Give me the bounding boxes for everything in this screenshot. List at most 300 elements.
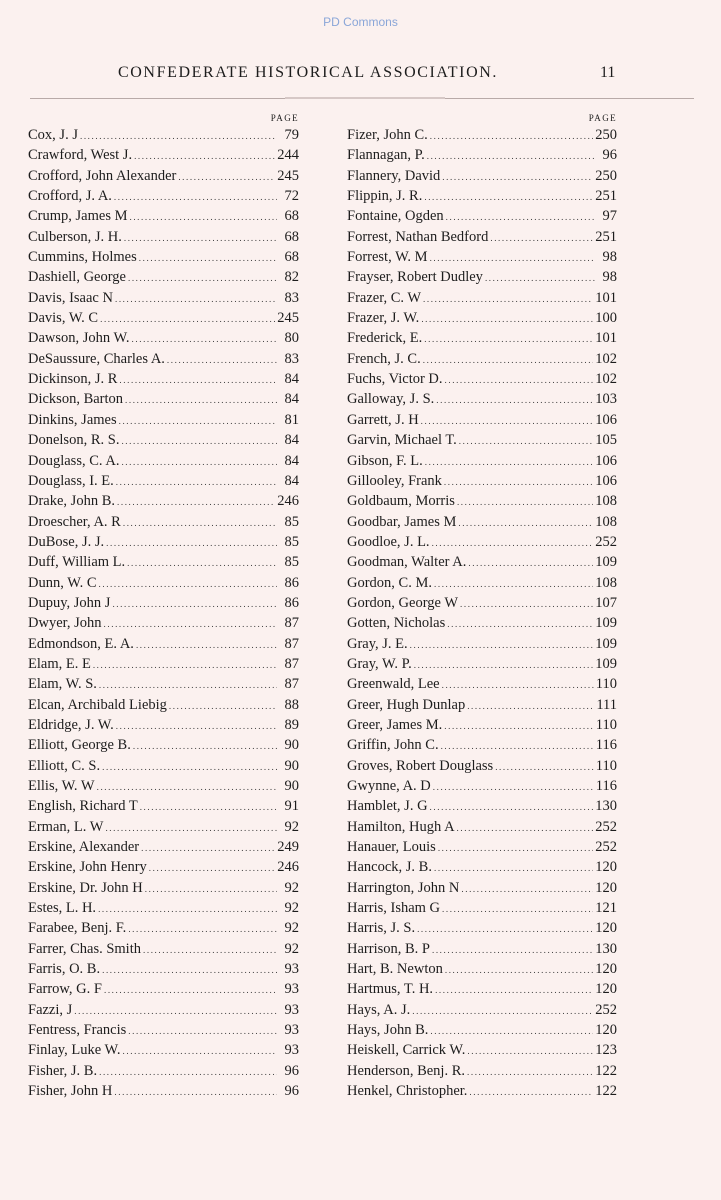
entry-page: 87	[284, 676, 299, 693]
dot-leader	[106, 533, 277, 553]
index-entry	[28, 1061, 299, 1081]
entry-page: 68	[284, 249, 299, 266]
entry-page: 85	[284, 513, 299, 530]
entry-page: 111	[596, 696, 617, 713]
entry-name: Harris, Isham G	[347, 900, 441, 917]
dot-leader	[447, 614, 593, 634]
entry-page: 82	[284, 269, 299, 286]
entry-name: Flannagan, P.	[347, 147, 425, 164]
index-entry	[347, 857, 617, 877]
entry-page: 68	[284, 228, 299, 245]
index-entry	[28, 674, 299, 694]
dot-leader	[121, 452, 277, 472]
index-entry	[347, 959, 617, 979]
dot-leader	[128, 919, 277, 939]
index-entry	[347, 1000, 617, 1020]
entry-name: Davis, W. C	[28, 310, 99, 327]
entry-name: Fuchs, Victor D.	[347, 371, 443, 388]
entry-page: 109	[595, 655, 617, 672]
page-number: 11	[600, 64, 616, 81]
entry-page: 84	[284, 391, 299, 408]
entry-page: 87	[284, 635, 299, 652]
index-entry	[347, 308, 617, 328]
dot-leader	[116, 472, 277, 492]
entry-name: English, Richard T	[28, 798, 138, 815]
entry-name: Hartmus, T. H.	[347, 981, 434, 998]
dot-leader	[134, 146, 275, 166]
index-entry	[28, 491, 299, 511]
entry-page: 252	[595, 533, 617, 550]
entry-page: 252	[595, 839, 617, 856]
dot-leader	[442, 899, 593, 919]
header-rule-accent	[285, 97, 445, 99]
entry-name: Donelson, R. S.	[28, 432, 120, 449]
entry-page: 92	[284, 920, 299, 937]
entry-page: 83	[284, 350, 299, 367]
index-entry	[28, 735, 299, 755]
entry-name: Greer, James M.	[347, 716, 443, 733]
entry-name: Eldridge, J. W.	[28, 716, 114, 733]
dot-leader	[104, 614, 277, 634]
entry-name: Henderson, Benj. R.	[347, 1062, 465, 1079]
index-entry	[347, 247, 617, 267]
entry-name: Drake, John B.	[28, 493, 115, 510]
entry-name: Erman, L. W	[28, 818, 104, 835]
dot-leader	[128, 1021, 277, 1041]
dot-leader	[136, 635, 277, 655]
index-entry	[347, 227, 617, 247]
dot-leader	[169, 696, 277, 716]
dot-leader	[124, 228, 277, 248]
dot-leader	[178, 167, 275, 187]
entry-page: 84	[284, 371, 299, 388]
entry-name: Harrison, B. P	[347, 940, 430, 957]
dot-leader	[99, 675, 277, 695]
entry-page: 102	[595, 350, 617, 367]
entry-page: 107	[595, 594, 617, 611]
dot-leader	[495, 757, 594, 777]
index-entry	[28, 857, 299, 877]
entry-page: 84	[284, 452, 299, 469]
index-entry	[347, 918, 617, 938]
index-entry	[28, 695, 299, 715]
entry-page: 93	[284, 981, 299, 998]
index-entry	[28, 288, 299, 308]
dot-leader	[441, 736, 594, 756]
index-entry	[347, 532, 617, 552]
entry-page: 90	[284, 757, 299, 774]
entry-page: 252	[595, 818, 617, 835]
index-entry	[28, 634, 299, 654]
entry-name: Fentress, Francis	[28, 1022, 127, 1039]
entry-page: 110	[595, 757, 617, 774]
entry-page: 250	[595, 167, 617, 184]
dot-leader	[132, 329, 277, 349]
entry-page: 123	[595, 1042, 617, 1059]
entry-name: Dinkins, James	[28, 411, 117, 428]
index-entry	[347, 695, 617, 715]
entry-name: Elam, E. E	[28, 655, 91, 672]
dot-leader	[442, 675, 594, 695]
index-entry	[347, 349, 617, 369]
index-column-right	[347, 112, 617, 1102]
entry-page: 120	[595, 920, 617, 937]
entry-name: Gray, W. P.	[347, 655, 412, 672]
dot-leader	[460, 594, 593, 614]
index-entry	[347, 125, 617, 145]
entry-page: 103	[595, 391, 617, 408]
dot-leader	[432, 533, 594, 553]
entry-name: Fisher, John H	[28, 1083, 113, 1100]
entry-page: 251	[595, 228, 617, 245]
index-entry	[28, 817, 299, 837]
dot-leader	[129, 207, 277, 227]
dot-leader	[423, 289, 593, 309]
entry-page: 245	[277, 310, 299, 327]
entry-page: 109	[595, 554, 617, 571]
dot-leader	[119, 411, 277, 431]
entry-page: 83	[284, 289, 299, 306]
entry-name: Crofford, J. A.	[28, 188, 112, 205]
entry-name: Culberson, J. H.	[28, 228, 122, 245]
entry-page: 120	[595, 961, 617, 978]
entry-page: 96	[284, 1062, 299, 1079]
index-entry	[347, 613, 617, 633]
entry-page: 246	[277, 493, 299, 510]
entry-page: 105	[595, 432, 617, 449]
entry-page: 81	[284, 411, 299, 428]
dot-leader	[102, 960, 277, 980]
entry-page: 89	[284, 716, 299, 733]
entry-page: 68	[284, 208, 299, 225]
dot-leader	[114, 187, 277, 207]
entry-page: 93	[284, 1001, 299, 1018]
index-entry	[28, 125, 299, 145]
entry-page: 92	[284, 940, 299, 957]
entry-name: Frazer, C. W	[347, 289, 422, 306]
entry-page: 90	[284, 737, 299, 754]
dot-leader	[127, 553, 277, 573]
entry-name: Ellis, W. W	[28, 778, 95, 794]
index-entry	[347, 512, 617, 532]
index-entry	[347, 1061, 617, 1081]
dot-leader	[430, 797, 594, 817]
index-entry	[28, 532, 299, 552]
index-entry	[347, 1081, 617, 1101]
dot-leader	[485, 268, 595, 288]
entry-page: 86	[284, 594, 299, 611]
index-entry	[347, 837, 617, 857]
entry-page: 86	[284, 574, 299, 591]
index-entry	[347, 939, 617, 959]
dot-leader	[432, 940, 593, 960]
entry-page: 109	[595, 635, 617, 652]
index-entry	[28, 308, 299, 328]
dot-leader	[80, 126, 277, 146]
entry-name: Hamilton, Hugh A	[347, 818, 455, 835]
entry-name: Finlay, Luke W.	[28, 1042, 121, 1059]
entry-name: Griffin, John C.	[347, 737, 439, 754]
entry-name: Dickinson, J. R	[28, 371, 118, 388]
dot-leader	[467, 1062, 593, 1082]
dot-leader	[141, 838, 275, 858]
entry-page: 250	[595, 127, 617, 143]
dot-leader	[434, 858, 593, 878]
entry-name: Goodman, Walter A.	[347, 554, 467, 571]
dot-leader	[461, 879, 593, 899]
entry-page: 108	[595, 493, 617, 510]
entry-page: 101	[595, 330, 617, 347]
index-entry	[28, 1040, 299, 1060]
entry-name: Gotten, Nicholas	[347, 615, 446, 632]
dot-leader	[467, 696, 594, 716]
entry-page: 92	[284, 879, 299, 896]
dot-leader	[468, 553, 593, 573]
entry-name: Greenwald, Lee	[347, 676, 440, 693]
entry-name: Henkel, Christopher.	[347, 1083, 468, 1100]
dot-leader	[125, 390, 277, 410]
index-entry	[28, 227, 299, 247]
dot-leader	[123, 513, 277, 533]
index-entry	[347, 735, 617, 755]
entry-name: Hart, B. Newton	[347, 961, 443, 978]
dot-leader	[433, 777, 594, 797]
entry-page: 93	[284, 1022, 299, 1039]
entry-name: Gordon, C. M.	[347, 574, 432, 591]
dot-leader	[430, 1021, 593, 1041]
entry-page: 122	[595, 1062, 617, 1079]
dot-leader	[435, 980, 593, 1000]
dot-leader	[100, 309, 275, 329]
dot-leader	[457, 492, 593, 512]
entry-page: 122	[595, 1083, 617, 1100]
entry-name: Erskine, Alexander	[28, 839, 140, 856]
index-entry	[347, 776, 617, 796]
entry-page: 130	[595, 798, 617, 815]
dot-leader	[410, 635, 594, 655]
index-entry	[347, 756, 617, 776]
entry-name: Cox, J. J	[28, 127, 78, 143]
dot-leader	[444, 472, 593, 492]
entry-name: French, J. C.	[347, 350, 421, 367]
index-entry	[347, 817, 617, 837]
entry-name: Fazzi, J	[28, 1001, 73, 1018]
entry-name: Fizer, John C.	[347, 127, 428, 143]
entry-name: Gwynne, A. D	[347, 778, 431, 794]
index-entry	[347, 674, 617, 694]
entry-name: Flippin, J. R.	[347, 188, 423, 205]
index-entry	[347, 369, 617, 389]
index-entry	[347, 451, 617, 471]
index-entry	[28, 593, 299, 613]
entry-name: Greer, Hugh Dunlap	[347, 696, 466, 713]
entry-name: Erskine, Dr. John H	[28, 879, 143, 896]
entry-name: Gillooley, Frank	[347, 472, 442, 489]
entry-page: 110	[595, 716, 617, 733]
dot-leader	[145, 879, 277, 899]
entry-name: Dawson, John W.	[28, 330, 130, 347]
entry-page: 87	[284, 655, 299, 672]
entry-page: 108	[595, 574, 617, 591]
dot-leader	[423, 350, 594, 370]
entry-page: 120	[595, 859, 617, 876]
entry-name: Gordon, George W	[347, 594, 459, 611]
dot-leader	[114, 1082, 277, 1102]
entry-page: 110	[595, 676, 617, 693]
dot-leader	[112, 594, 277, 614]
dot-leader	[445, 960, 593, 980]
entry-page: 251	[595, 188, 617, 205]
entry-name: Dunn, W. C	[28, 574, 97, 591]
entry-page: 97	[602, 208, 617, 225]
index-entry	[28, 247, 299, 267]
index-entry	[28, 1000, 299, 1020]
dot-leader	[457, 818, 594, 838]
entry-name: Heiskell, Carrick W.	[347, 1042, 466, 1059]
entry-name: Dashiell, George	[28, 269, 126, 286]
entry-name: Crump, James M	[28, 208, 128, 225]
index-entry	[28, 898, 299, 918]
entry-page: 98	[602, 269, 617, 286]
entry-page: 90	[284, 778, 299, 794]
index-entry	[28, 328, 299, 348]
entry-name: Goodloe, J. L.	[347, 533, 430, 550]
index-entry	[28, 573, 299, 593]
index-entry	[347, 552, 617, 572]
index-entry	[347, 654, 617, 674]
entry-name: Gibson, F. L.	[347, 452, 423, 469]
index-entry	[28, 756, 299, 776]
dot-leader	[430, 126, 593, 146]
entry-page: 92	[284, 818, 299, 835]
entry-page: 106	[595, 452, 617, 469]
index-entry	[347, 593, 617, 613]
dot-leader	[121, 431, 277, 451]
entry-page: 120	[595, 879, 617, 896]
index-entry	[347, 288, 617, 308]
dot-leader	[143, 940, 277, 960]
entry-name: Elam, W. S.	[28, 676, 97, 693]
dot-leader	[424, 187, 593, 207]
index-entry	[28, 979, 299, 999]
index-entry	[28, 1081, 299, 1101]
index-entry	[28, 878, 299, 898]
index-entry	[28, 796, 299, 816]
entry-name: Fisher, J. B.	[28, 1062, 98, 1079]
index-entry	[347, 979, 617, 999]
entry-name: Erskine, John Henry	[28, 859, 147, 876]
dot-leader	[167, 350, 277, 370]
entry-page: 120	[595, 1022, 617, 1039]
index-entry	[347, 1040, 617, 1060]
entry-page: 72	[284, 188, 299, 205]
index-entry	[28, 369, 299, 389]
dot-leader	[445, 370, 594, 390]
index-entry	[28, 613, 299, 633]
entry-page: 249	[277, 839, 299, 856]
entry-name: Hamblet, J. G	[347, 798, 428, 815]
entry-name: Elliott, George B.	[28, 737, 131, 754]
dot-leader	[467, 1041, 593, 1061]
index-entry	[347, 715, 617, 735]
dot-leader	[74, 1001, 277, 1021]
entry-page: 116	[595, 737, 617, 754]
entry-page: 106	[595, 472, 617, 489]
index-entry	[347, 166, 617, 186]
index-entry	[28, 186, 299, 206]
index-entry	[28, 918, 299, 938]
entry-name: Crofford, John Alexander	[28, 167, 177, 184]
entry-name: Farrow, G. F	[28, 981, 102, 998]
dot-leader	[424, 329, 593, 349]
entry-page: 245	[277, 167, 299, 184]
entry-name: Elcan, Archibald Liebig	[28, 696, 167, 713]
entry-page: 87	[284, 615, 299, 632]
index-entry	[28, 654, 299, 674]
entry-page: 108	[595, 513, 617, 530]
dot-leader	[412, 1001, 593, 1021]
index-entry	[28, 715, 299, 735]
entry-name: Forrest, Nathan Bedford	[347, 228, 489, 245]
entry-page: 106	[595, 411, 617, 428]
entry-page: 85	[284, 554, 299, 571]
entry-name: Cummins, Holmes	[28, 249, 137, 266]
index-entry	[28, 959, 299, 979]
entry-page: 93	[284, 961, 299, 978]
index-entry	[28, 776, 299, 796]
entry-name: Edmondson, E. A.	[28, 635, 134, 652]
index-entry	[347, 1020, 617, 1040]
index-entry	[347, 796, 617, 816]
index-entry	[28, 430, 299, 450]
entry-name: Gray, J. E.	[347, 635, 408, 652]
entry-name: Hancock, J. B.	[347, 859, 432, 876]
page-column-label: PAGE	[588, 113, 617, 123]
entry-name: Hanauer, Louis	[347, 839, 436, 856]
index-entry	[347, 389, 617, 409]
entry-name: Hays, A. J.	[347, 1001, 411, 1018]
index-entry	[28, 451, 299, 471]
entry-page: 102	[595, 371, 617, 388]
dot-leader	[102, 757, 277, 777]
dot-leader	[99, 1062, 277, 1082]
dot-leader	[140, 797, 277, 817]
entry-name: Fontaine, Ogden	[347, 208, 444, 225]
index-entry	[347, 206, 617, 226]
index-entry	[347, 573, 617, 593]
dot-leader	[417, 919, 593, 939]
index-entry	[28, 267, 299, 287]
entry-page: 92	[284, 900, 299, 917]
dot-leader	[105, 818, 277, 838]
entry-name: DuBose, J. J.	[28, 533, 105, 550]
entry-name: Crawford, West J.	[28, 147, 133, 164]
index-entry	[347, 471, 617, 491]
dot-leader	[115, 289, 277, 309]
entry-page: 80	[284, 330, 299, 347]
entry-name: Duff, William L.	[28, 554, 126, 571]
dot-leader	[119, 370, 277, 390]
dot-leader	[459, 431, 593, 451]
index-entry	[28, 206, 299, 226]
index-entry	[347, 491, 617, 511]
index-entry	[28, 145, 299, 165]
entry-name: Goldbaum, Morris	[347, 493, 455, 510]
watermark: PD Commons	[323, 15, 398, 29]
entry-page: 116	[595, 778, 617, 794]
index-entry	[28, 552, 299, 572]
entry-name: DeSaussure, Charles A.	[28, 350, 165, 367]
